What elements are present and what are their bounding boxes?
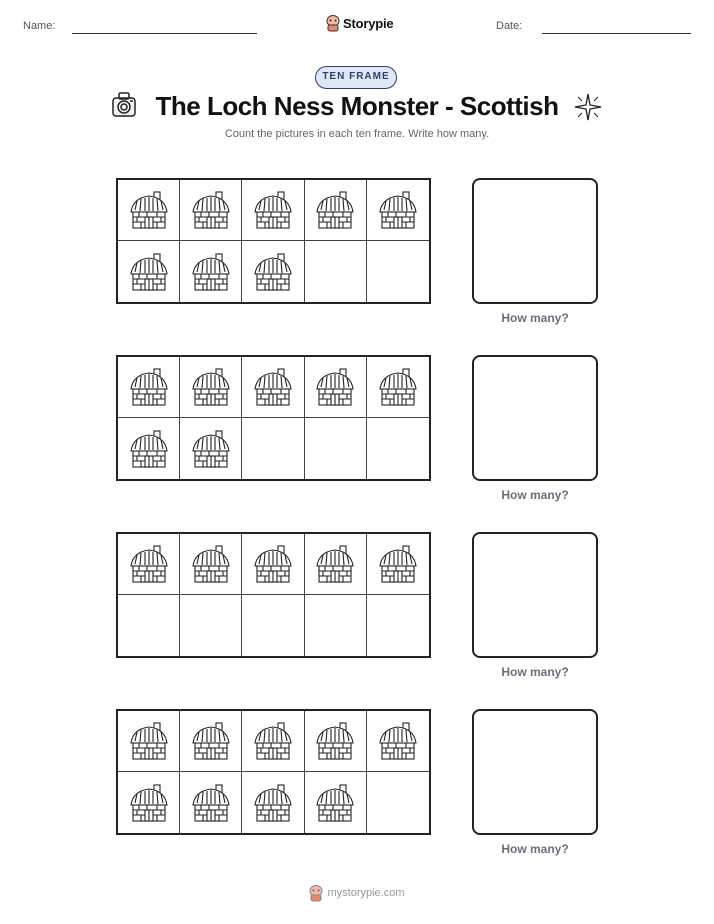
brand-logo bbox=[326, 13, 393, 33]
frame-cell bbox=[118, 418, 180, 479]
frame-cell bbox=[242, 711, 304, 772]
ten-frame-2 bbox=[116, 355, 431, 481]
thatched-cottage-icon bbox=[251, 367, 295, 407]
thatched-cottage-icon bbox=[251, 783, 295, 823]
frame-cell bbox=[118, 534, 180, 595]
thatched-cottage-icon bbox=[313, 783, 357, 823]
thatched-cottage-icon bbox=[127, 429, 171, 469]
frame-cell bbox=[180, 772, 242, 833]
thatched-cottage-icon bbox=[189, 721, 233, 761]
frame-cell bbox=[118, 772, 180, 833]
date-label: Date: bbox=[496, 20, 523, 32]
thatched-cottage-icon bbox=[313, 367, 357, 407]
thatched-cottage-icon bbox=[189, 783, 233, 823]
thatched-cottage-icon bbox=[313, 544, 357, 584]
name-label: Name: bbox=[23, 20, 56, 32]
brand-name: Storypie bbox=[343, 15, 394, 31]
thatched-cottage-icon bbox=[251, 544, 295, 584]
thatched-cottage-icon bbox=[189, 544, 233, 584]
footer bbox=[0, 884, 714, 902]
thatched-cottage-icon bbox=[376, 190, 420, 230]
how-many-label-4: How many? bbox=[501, 842, 569, 856]
frame-cell bbox=[367, 772, 429, 833]
frame-cell bbox=[367, 180, 429, 241]
thatched-cottage-icon bbox=[127, 783, 171, 823]
frame-cell bbox=[180, 711, 242, 772]
thatched-cottage-icon bbox=[251, 721, 295, 761]
frame-cell bbox=[242, 418, 304, 479]
answer-box-4[interactable] bbox=[472, 709, 598, 835]
frame-cell bbox=[180, 357, 242, 418]
thatched-cottage-icon bbox=[127, 721, 171, 761]
thatched-cottage-icon bbox=[127, 367, 171, 407]
date-line[interactable] bbox=[542, 33, 691, 34]
instructions: Count the pictures in each ten frame. Write how many. bbox=[224, 128, 490, 140]
frame-cell bbox=[242, 534, 304, 595]
thatched-cottage-icon bbox=[189, 429, 233, 469]
frame-cell bbox=[242, 595, 304, 656]
frame-cell bbox=[180, 180, 242, 241]
how-many-label-3: How many? bbox=[501, 665, 569, 679]
name-line[interactable] bbox=[72, 33, 257, 34]
thatched-cottage-icon bbox=[189, 252, 233, 292]
frame-cell bbox=[118, 180, 180, 241]
answer-box-2[interactable] bbox=[472, 355, 598, 481]
thatched-cottage-icon bbox=[376, 721, 420, 761]
ten-frame-badge: TEN FRAME bbox=[315, 66, 397, 89]
thatched-cottage-icon bbox=[127, 252, 171, 292]
frame-cell bbox=[305, 241, 367, 302]
frame-cell bbox=[180, 241, 242, 302]
how-many-label-1: How many? bbox=[501, 311, 569, 325]
frame-cell bbox=[242, 772, 304, 833]
frame-cell bbox=[118, 595, 180, 656]
storypie-logo-icon bbox=[309, 884, 323, 902]
thatched-cottage-icon bbox=[313, 190, 357, 230]
thatched-cottage-icon bbox=[313, 721, 357, 761]
thatched-cottage-icon bbox=[251, 190, 295, 230]
frame-cell bbox=[305, 711, 367, 772]
frame-cell bbox=[367, 241, 429, 302]
frame-cell bbox=[305, 772, 367, 833]
footer-url: mystorypie.com bbox=[327, 887, 405, 899]
frame-cell bbox=[305, 595, 367, 656]
storypie-logo-icon bbox=[326, 14, 340, 32]
frame-cell bbox=[242, 241, 304, 302]
frame-cell bbox=[367, 357, 429, 418]
thatched-cottage-icon bbox=[127, 544, 171, 584]
sparkle-icon bbox=[573, 92, 603, 122]
how-many-label-2: How many? bbox=[501, 488, 569, 502]
ten-frame-3 bbox=[116, 532, 431, 658]
thatched-cottage-icon bbox=[251, 252, 295, 292]
ten-frame-4 bbox=[116, 709, 431, 835]
frame-cell bbox=[180, 595, 242, 656]
thatched-cottage-icon bbox=[127, 190, 171, 230]
frame-cell bbox=[180, 418, 242, 479]
thatched-cottage-icon bbox=[376, 367, 420, 407]
frame-cell bbox=[118, 241, 180, 302]
page-title: The Loch Ness Monster - Scottish bbox=[155, 91, 559, 121]
frame-cell bbox=[305, 418, 367, 479]
frame-cell bbox=[118, 357, 180, 418]
frame-cell bbox=[367, 595, 429, 656]
frame-cell bbox=[242, 180, 304, 241]
frame-cell bbox=[305, 357, 367, 418]
answer-box-1[interactable] bbox=[472, 178, 598, 304]
frame-cell bbox=[367, 418, 429, 479]
frame-cell bbox=[305, 180, 367, 241]
frame-cell bbox=[118, 711, 180, 772]
frame-cell bbox=[305, 534, 367, 595]
thatched-cottage-icon bbox=[376, 544, 420, 584]
ten-frame-1 bbox=[116, 178, 431, 304]
frame-cell bbox=[367, 534, 429, 595]
thatched-cottage-icon bbox=[189, 367, 233, 407]
answer-box-3[interactable] bbox=[472, 532, 598, 658]
thatched-cottage-icon bbox=[189, 190, 233, 230]
frame-cell bbox=[180, 534, 242, 595]
frame-cell bbox=[367, 711, 429, 772]
frame-cell bbox=[242, 357, 304, 418]
